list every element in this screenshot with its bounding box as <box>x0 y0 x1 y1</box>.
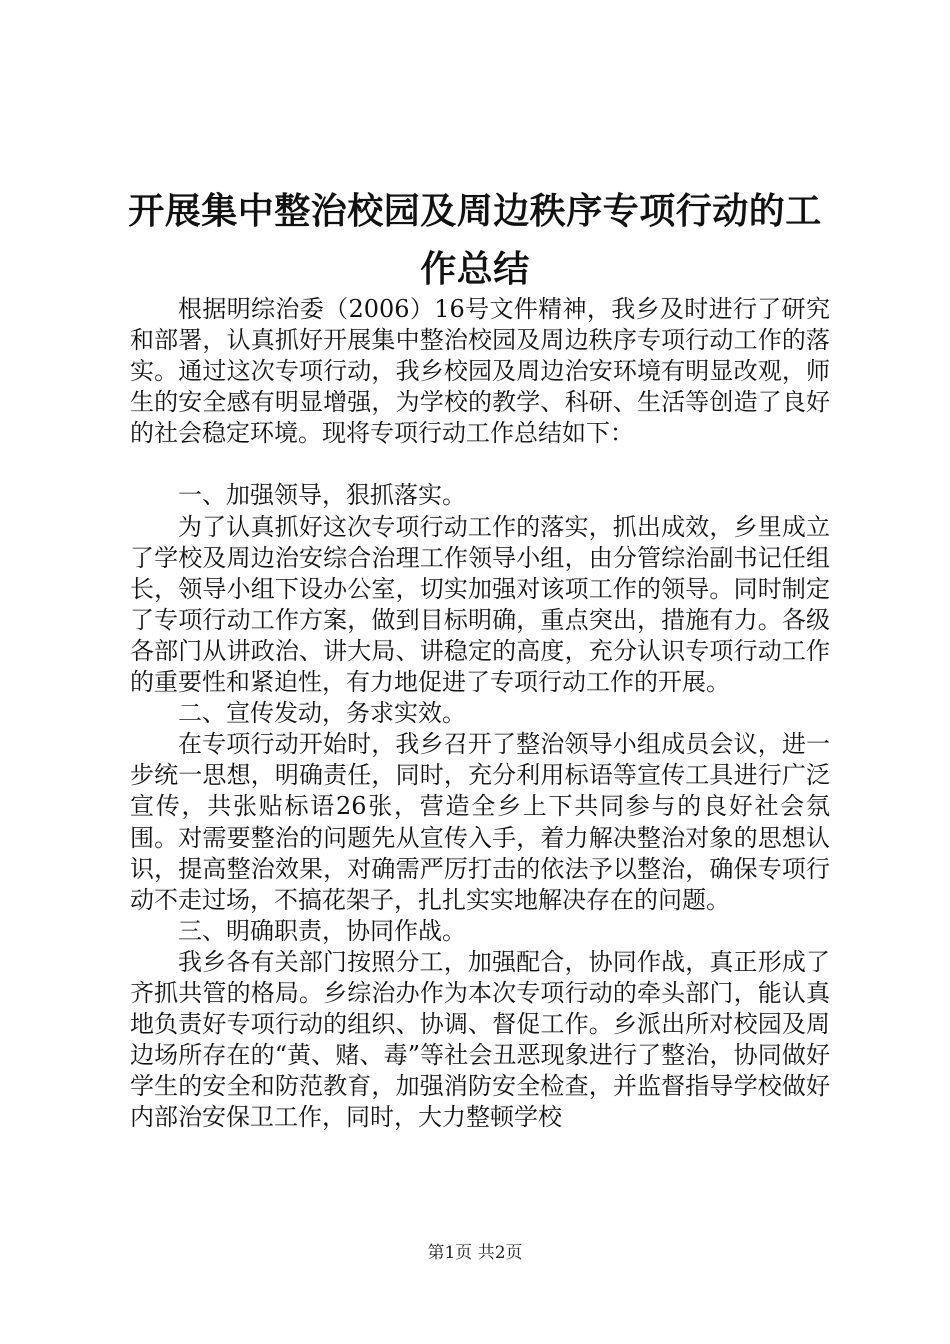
section-1-paragraph: 为了认真抓好这次专项行动工作的落实，抓出成效，乡里成立了学校及周边治安综合治理工作领导小组，由分管综治副书记任组长，领导小组下设办公室，切实加强对该项工作的领导。同时制定了专项行动工作方案，做到目标明确，重点突出，措施有力。各级各部门从讲政治、讲大局、讲稳定的高度，充分认识专项行动工作的重要性和紧迫性，有力地促进了专项行动工作的开展。 <box>130 512 830 697</box>
section-3-heading: 三、明确职责，协同作战。 <box>178 916 466 945</box>
page-number-footer: 第1页 共2页 <box>427 1243 523 1263</box>
section-2-heading: 二、宣传发动，务求实效。 <box>178 699 466 728</box>
section-1-heading: 一、加强领导，狠抓落实。 <box>178 481 466 510</box>
intro-paragraph: 根据明综治委（2006）16号文件精神，我乡及时进行了研究和部署，认真抓好开展集中整治校园及周边秩序专项行动工作的落实。通过这次专项行动，我乡校园及周边治安环境有明显改观，师生的安全感有明显增强，为学校的教学、科研、生活等创造了良好的社会稳定环境。现将专项行动工作总结如下： <box>130 295 830 448</box>
document-title: 开展集中整治校园及周边秩序专项行动的工作总结 <box>128 190 822 290</box>
document-body <box>130 294 830 1133</box>
section-3-paragraph: 我乡各有关部门按照分工，加强配合，协同作战，真正形成了齐抓共管的格局。乡综治办作为本次专项行动的牵头部门，能认真地负责好专项行动的组织、协调、督促工作。乡派出所对校园及周边场所存在的“黄、赌、毒”等社会丑恶现象进行了整治，协同做好学生的安全和防范教育，加强消防安全检查，并监督指导学校做好内部治安保卫工作，同时，大力整顿学校 <box>130 947 830 1132</box>
section-2-paragraph: 在专项行动开始时，我乡召开了整治领导小组成员会议，进一步统一思想，明确责任，同时，充分利用标语等宣传工具进行广泛宣传，共张贴标语26张，营造全乡上下共同参与的良好社会氛围。对需要整治的问题先从宣传入手，着力解决整治对象的思想认识，提高整治效果，对确需严厉打击的依法予以整治，确保专项行动不走过场，不搞花架子，扎扎实实地解决存在的问题。 <box>130 730 830 914</box>
paragraph-spacer <box>130 449 830 480</box>
